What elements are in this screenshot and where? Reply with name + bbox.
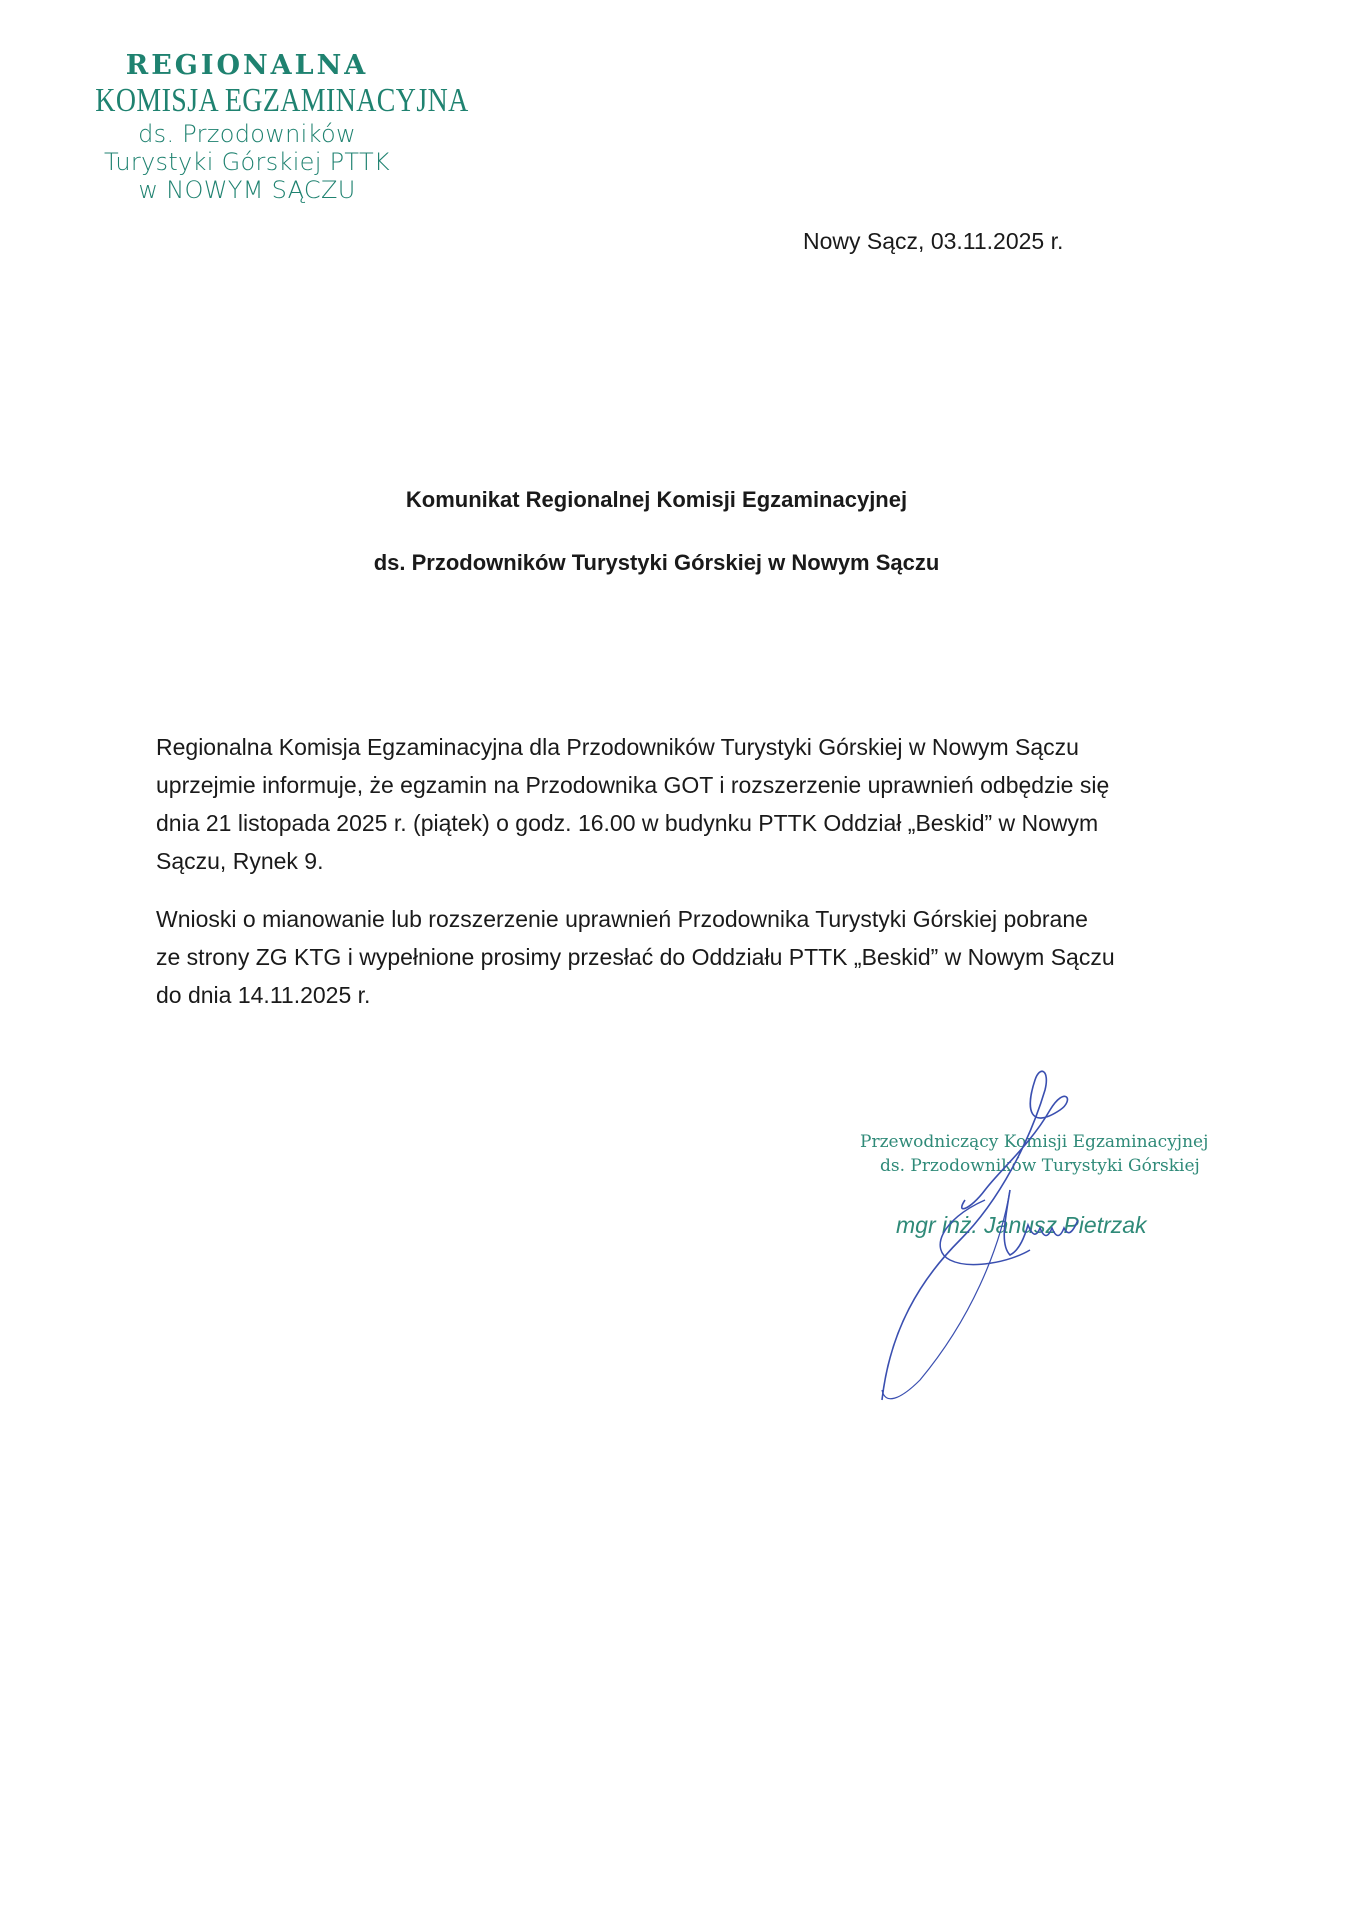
paragraph-line: Sączu, Rynek 9. — [156, 848, 324, 874]
paragraph-line: Regionalna Komisja Egzaminacyjna dla Przodowników Turystyki Górskiej w Nowym Sączu — [156, 734, 1079, 760]
stamp-line-3: ds. Przodowników — [138, 120, 356, 148]
document-title-line-1: Komunikat Regionalnej Komisji Egzaminacyjnej — [405, 487, 908, 512]
paragraph-line: uprzejmie informuje, że egzamin na Przodownika GOT i rozszerzenie uprawnień odbędzie się — [156, 772, 1110, 798]
document-date: Nowy Sącz, 03.11.2025 r. — [803, 228, 1064, 254]
paragraph-line: ze strony ZG KTG i wypełnione prosimy przesłać do Oddziału PTTK „Beskid” w Nowym Sączu — [156, 944, 1115, 970]
stamp-line-1: REGIONALNA — [125, 50, 369, 81]
signatory-title-line-1: Przewodniczący Komisji Egzaminacyjnej — [860, 1132, 1209, 1152]
paragraph-line: do dnia 14.11.2025 r. — [156, 982, 371, 1008]
paragraph-line: dnia 21 listopada 2025 r. (piątek) o godz. 16.00 w budynku PTTK Oddział „Beskid” w Nowym — [156, 810, 1099, 836]
stamp-line-4: Turystyki Górskiej PTTK — [104, 148, 390, 176]
document-title-line-2: ds. Przodowników Turystyki Górskiej w Nowym Sączu — [373, 550, 940, 575]
signature-stamp — [860, 1130, 1210, 1239]
institution-stamp — [62, 50, 469, 204]
body-paragraph-1 — [156, 728, 1206, 880]
signatory-title-line-2: ds. Przodowników Turystyki Górskiej — [880, 1156, 1200, 1176]
stamp-line-5: w NOWYM SĄCZU — [138, 176, 356, 204]
stamp-line-2: KOMISJA EGZAMINACYJNA — [95, 82, 469, 119]
paragraph-line: Wnioski o mianowanie lub rozszerzenie uprawnień Przodownika Turystyki Górskiej pobrane — [156, 906, 1088, 932]
signatory-name: mgr inż. Janusz Pietrzak — [896, 1212, 1147, 1238]
body-paragraph-2 — [156, 900, 1206, 1014]
